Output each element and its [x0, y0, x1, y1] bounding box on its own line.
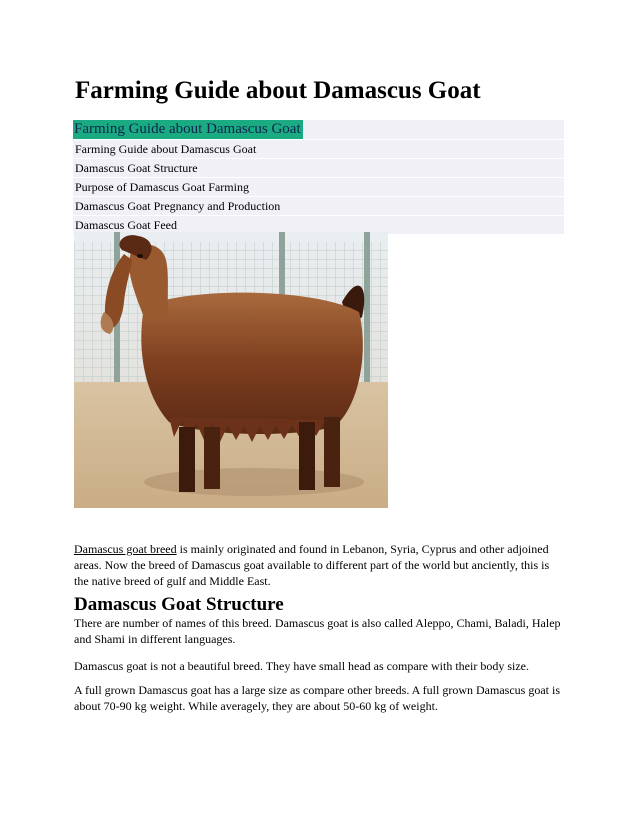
section-paragraph-2: Damascus goat is not a beautiful breed. They have small head as compare with their body size.: [74, 659, 529, 673]
page-title: Farming Guide about Damascus Goat: [75, 77, 481, 104]
toc-item-pregnancy[interactable]: Damascus Goat Pregnancy and Production: [73, 196, 564, 215]
toc-item-feed[interactable]: Damascus Goat Feed: [73, 215, 564, 234]
toc-header: Farming Guide about Damascus Goat: [74, 121, 301, 137]
intro-paragraph: [74, 541, 566, 589]
intro-text: is mainly originated and found in Lebanon, Syria, Cyprus and other adjoined areas. Now the breed of Damascus goat available to different part of the world but anciently, this is the native breed of gulf and Middle East.: [74, 542, 550, 588]
toc-header-row: [73, 120, 564, 139]
section-heading: Damascus Goat Structure: [74, 594, 284, 615]
toc-item-guide[interactable]: Farming Guide about Damascus Goat: [73, 139, 564, 158]
goat-photo: [74, 232, 388, 508]
breed-link[interactable]: Damascus goat breed: [74, 542, 177, 556]
toc-item-purpose[interactable]: Purpose of Damascus Goat Farming: [73, 177, 564, 196]
table-of-contents: [73, 120, 564, 234]
toc-item-structure[interactable]: Damascus Goat Structure: [73, 158, 564, 177]
section-paragraph-3: A full grown Damascus goat has a large size as compare other breeds. A full grown Damascus goat is about 70-90 kg weight. While averagely, they are about 50-60 kg of weight.: [74, 683, 560, 713]
section-paragraph-1: There are number of names of this breed. Damascus goat is also called Aleppo, Chami, Baladi, Halep and Shami in different languages.: [74, 616, 561, 646]
